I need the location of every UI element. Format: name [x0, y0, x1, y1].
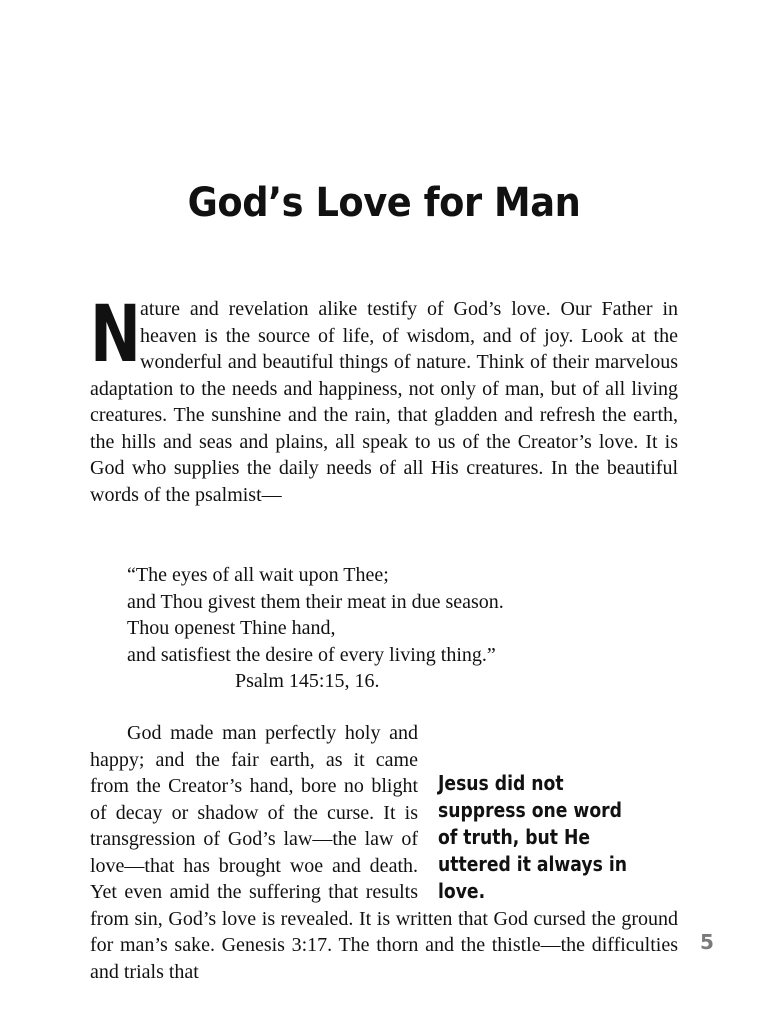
pull-quote: Jesus did not suppress one word of truth, but He uttered it always in love.: [438, 771, 627, 903]
paragraph-1-text: ature and revelation alike testify of God’s love. Our Father in heaven is the source of life, of wisdom, and of joy. Look at the wonderful and beautiful things of nature. Think of their marvelous adaptation to the needs and happiness, not only of man, but of all living creatures. The sunshine and the rain, that gladden and refresh the earth, the hills and seas and plains, all speak to us of the Creator’s love. It is God who supplies the daily needs of all His creatures. In the beautiful words of the psalmist—: [90, 298, 678, 506]
poem-citation: Psalm 145:15, 16.: [235, 670, 380, 692]
poem-line: and satisfiest the desire of every living thing.”: [127, 643, 496, 666]
page-title: God’s Love for Man: [187, 180, 581, 226]
page-number: 5: [700, 930, 714, 954]
poem-line: “The eyes of all wait upon Thee;: [127, 564, 389, 586]
poem-line: and Thou givest them their meat in due season.: [127, 590, 504, 613]
paragraph-2-text: God made man perfectly holy and happy; and the fair earth, as it came from the Creator’s hand, bore no blight of decay or shadow of the curse. It is transgression of God’s law—the law of love—that has brought woe and death. Yet even amid the suffering that results from sin, God’s love is revealed. It is written that God cursed the ground for man’s sake. Genesis 3:17. The thorn and the thistle—the difficulties and trials that: [90, 722, 678, 983]
paragraph-2: [90, 720, 678, 985]
drop-cap: N: [90, 290, 141, 380]
poem-line: Thou openest Thine hand,: [127, 617, 336, 639]
paragraph-1: [90, 290, 678, 508]
psalm-quote: [127, 562, 504, 695]
